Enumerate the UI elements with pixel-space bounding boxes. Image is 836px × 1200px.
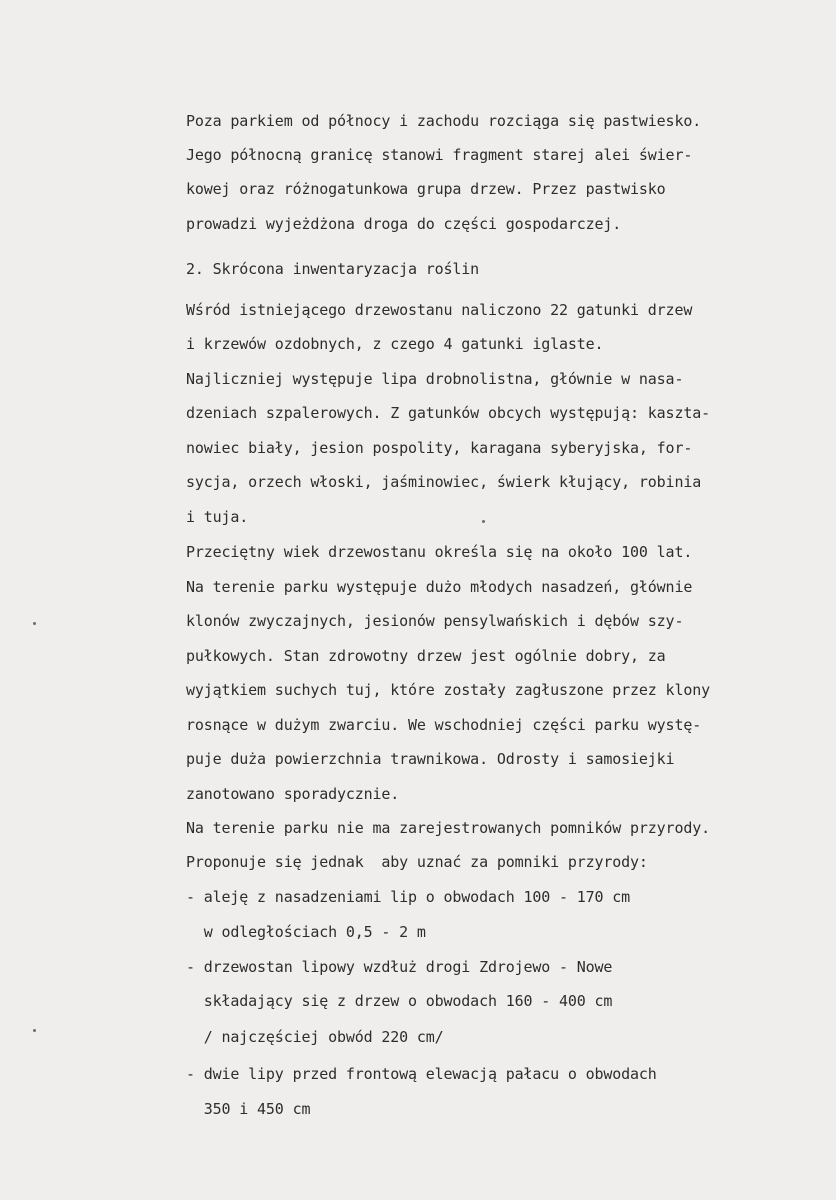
paper-speck: [33, 1029, 36, 1032]
paper-speck: [33, 622, 36, 625]
section-heading: 2. Skrócona inwentaryzacja roślin: [186, 260, 480, 278]
paragraph-line: sycja, orzech włoski, jaśminowiec, świerk kłujący, robinia: [186, 473, 702, 491]
paragraph-line: rosnące w dużym zwarciu. We wschodniej części parku wystę-: [186, 716, 702, 734]
list-item-line: - drzewostan lipowy wzdłuż drogi Zdrojewo - Nowe: [186, 958, 613, 976]
paragraph-line: nowiec biały, jesion pospolity, karagana syberyjska, for-: [186, 439, 693, 457]
paragraph-line: klonów zwyczajnych, jesionów pensylwańskich i dębów szy-: [186, 612, 684, 630]
list-item-line: - dwie lipy przed frontową elewacją pałacu o obwodach: [186, 1065, 657, 1083]
paragraph-line: Proponuje się jednak aby uznać za pomniki przyrody:: [186, 853, 648, 871]
list-item-line: 350 i 450 cm: [186, 1100, 311, 1118]
paragraph-line: Jego północną granicę stanowi fragment starej alei świer-: [186, 146, 693, 164]
list-item-line: - aleję z nasadzeniami lip o obwodach 100 - 170 cm: [186, 888, 631, 906]
list-item-line: składający się z drzew o obwodach 160 - 400 cm: [186, 992, 613, 1010]
paragraph-line: dzeniach szpalerowych. Z gatunków obcych występują: kaszta-: [186, 404, 710, 422]
paragraph-line: Przeciętny wiek drzewostanu określa się na około 100 lat.: [186, 543, 693, 561]
paragraph-line: i tuja.: [186, 508, 249, 526]
paragraph-line: prowadzi wyjeżdżona droga do części gospodarczej.: [186, 215, 622, 233]
paragraph-line: Na terenie parku występuje dużo młodych nasadzeń, głównie: [186, 578, 693, 596]
list-item-line: / najczęściej obwód 220 cm/: [186, 1028, 444, 1046]
paragraph-line: wyjątkiem suchych tuj, które zostały zagłuszone przez klony: [186, 681, 710, 699]
paragraph-line: Najliczniej występuje lipa drobnolistna, głównie w nasa-: [186, 370, 684, 388]
paragraph-line: Na terenie parku nie ma zarejestrowanych pomników przyrody.: [186, 819, 710, 837]
paragraph-line: puje duża powierzchnia trawnikowa. Odrosty i samosiejki: [186, 750, 675, 768]
list-item-line: w odległościach 0,5 - 2 m: [186, 923, 426, 941]
paragraph-line: kowej oraz różnogatunkowa grupa drzew. Przez pastwisko: [186, 180, 666, 198]
paragraph-line: pułkowych. Stan zdrowotny drzew jest ogólnie dobry, za: [186, 647, 666, 665]
paper-speck: [482, 520, 485, 523]
paragraph-line: i krzewów ozdobnych, z czego 4 gatunki iglaste.: [186, 335, 604, 353]
paragraph-line: Poza parkiem od północy i zachodu rozciąga się pastwiesko.: [186, 112, 702, 130]
paragraph-line: Wśród istniejącego drzewostanu naliczono 22 gatunki drzew: [186, 301, 693, 319]
paragraph-line: zanotowano sporadycznie.: [186, 785, 400, 803]
